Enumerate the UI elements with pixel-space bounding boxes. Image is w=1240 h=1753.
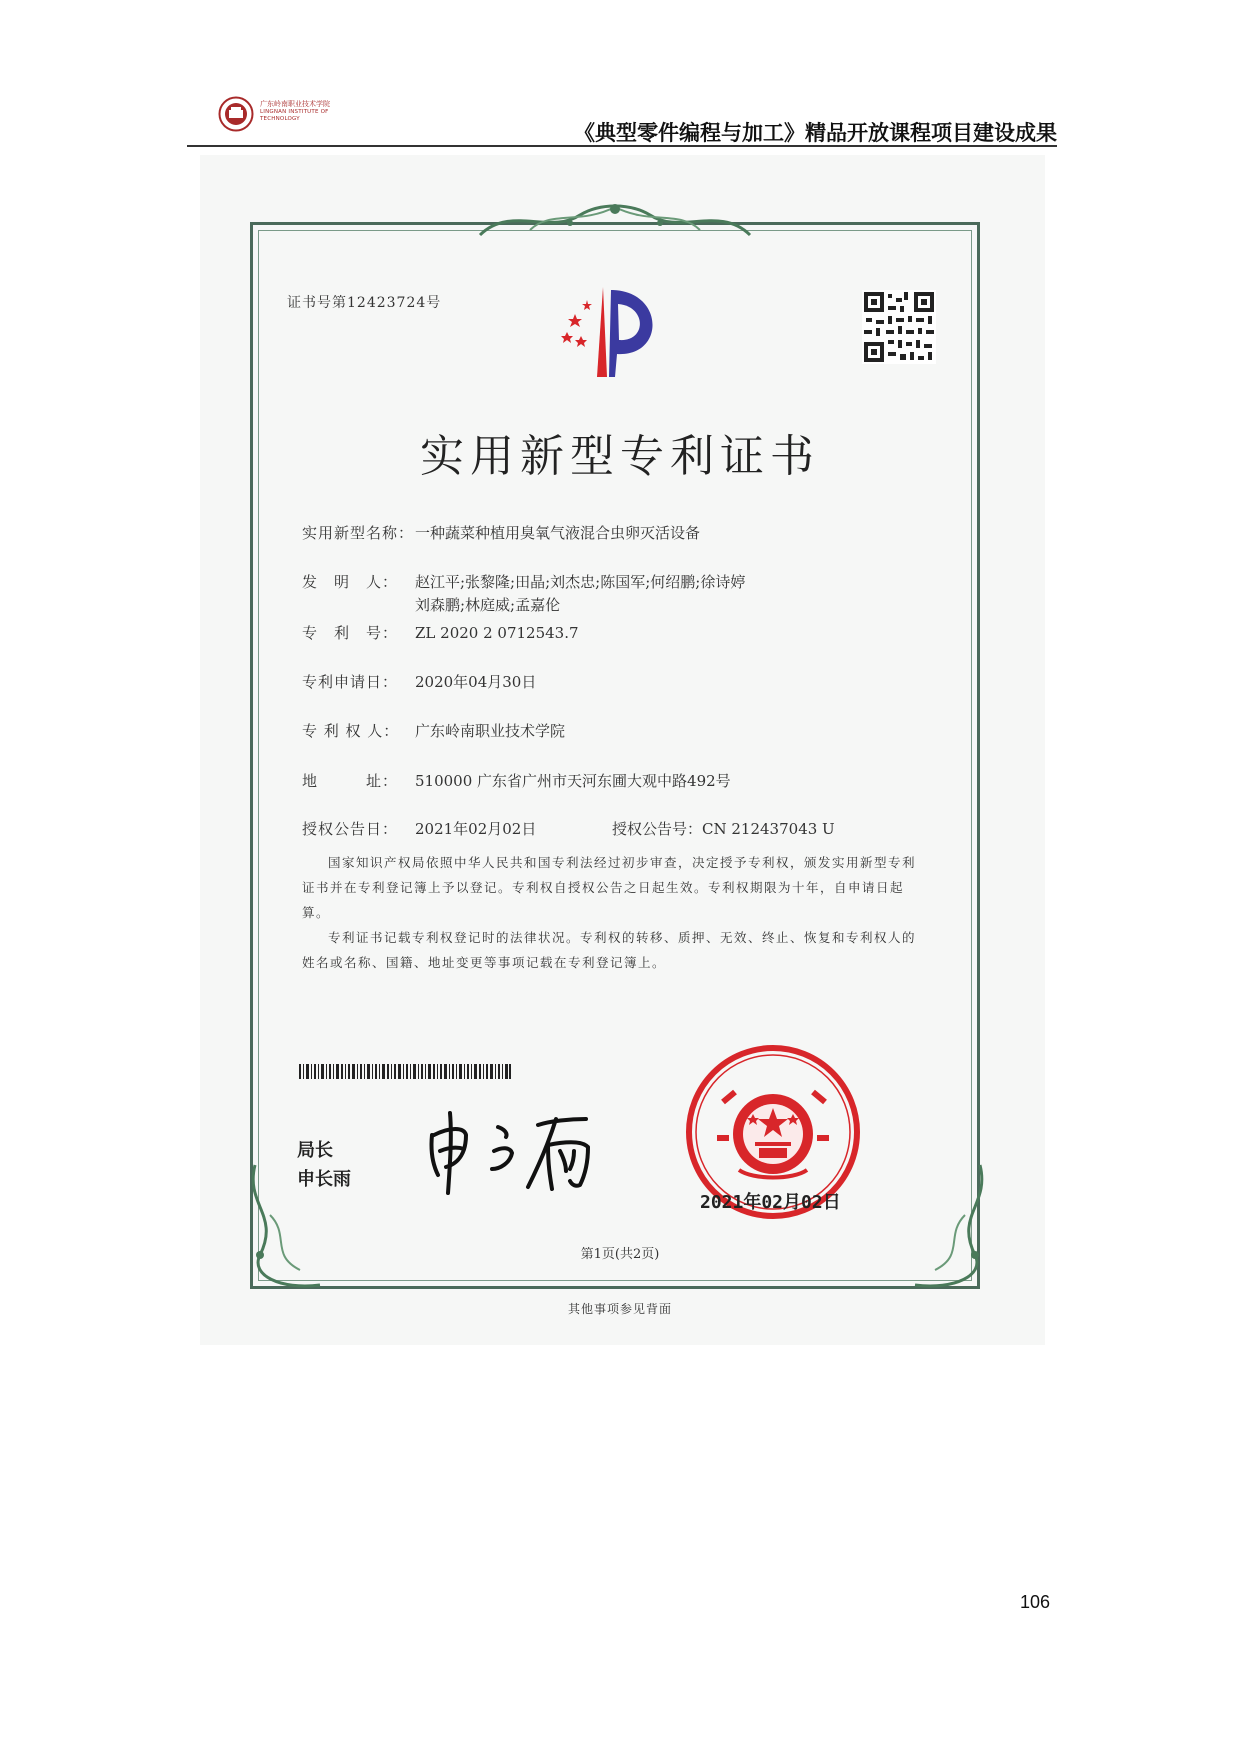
header-divider xyxy=(187,145,1057,147)
certificate-back-note: 其他事项参见背面 xyxy=(567,1302,672,1316)
inventor-label: 发 明 人： xyxy=(302,573,399,591)
certificate-title: 实用新型专利证书 xyxy=(420,431,820,482)
application-date-value: 2020年04月30日 xyxy=(415,673,537,691)
address-value: 510000 广东省广州市天河东圃大观中路492号 xyxy=(415,772,731,790)
utility-model-name-value: 一种蔬菜种植用臭氧气液混合虫卵灭活设备 xyxy=(415,524,701,542)
grant-publication-number-value: CN 212437043 U xyxy=(702,820,835,838)
utility-model-name-row xyxy=(302,522,700,543)
inventor-row xyxy=(302,571,745,592)
qr-code-icon xyxy=(862,290,936,364)
grant-publication-number-label: 授权公告号： xyxy=(612,820,703,838)
top-ornament-icon xyxy=(470,195,760,245)
handwritten-signature-icon xyxy=(420,1105,620,1195)
inventor-value: 赵江平;张黎隆;田晶;刘杰忠;陈国军;何绍鹏;徐诗婷 xyxy=(415,573,746,591)
barcode-icon xyxy=(299,1064,511,1079)
header-title: 《典型零件编程与加工》精品开放课程项目建设成果 xyxy=(574,121,1057,145)
logo-chinese-name: 广东岭南职业技术学院 xyxy=(260,100,330,108)
page-header xyxy=(0,0,1240,150)
page-number: 106 xyxy=(1019,1592,1050,1612)
patent-number-label: 专 利 号： xyxy=(302,624,399,642)
grant-date-label: 授权公告日： xyxy=(302,820,399,838)
seal-date: 2021年02月02日 xyxy=(700,1192,841,1213)
certificate-number: 证书号第12423724号 xyxy=(287,295,442,311)
patent-office-emblem-icon xyxy=(555,282,675,382)
application-date-row xyxy=(302,671,536,692)
patentee-label: 专 利 权 人： xyxy=(302,722,400,740)
application-date-label: 专利申请日： xyxy=(302,673,399,691)
utility-model-name-label: 实用新型名称： xyxy=(302,524,415,542)
certificate-paragraph-1: 国家知识产权局依照中华人民共和国专利法经过初步审查，决定授予专利权，颁发实用新型专利证书并在专利登记簿上予以登记。专利权自授权公告之日起生效。专利权期限为十年，自申请日起算。 xyxy=(302,855,917,920)
director-name: 申长雨 xyxy=(297,1169,351,1190)
address-label: 地 址： xyxy=(302,772,399,790)
certificate-paragraph-2: 专利证书记载专利权登记时的法律状况。专利权的转移、质押、无效、终止、恢复和专利权人的姓名或名称、国籍、地址变更等事项记载在专利登记簿上。 xyxy=(302,930,917,970)
patent-number-value: ZL 2020 2 0712543.7 xyxy=(415,624,579,642)
logo-english-name: LINGNAN INSTITUTE OF TECHNOLOGY xyxy=(260,109,329,122)
patent-number-row xyxy=(302,622,579,643)
grant-date-value: 2021年02月02日 xyxy=(415,820,537,838)
patentee-value: 广东岭南职业技术学院 xyxy=(415,722,566,740)
patentee-row xyxy=(302,720,565,741)
college-logo-text xyxy=(260,100,370,123)
inventor-value-continued: 刘森鹏;林庭威;孟嘉伦 xyxy=(415,596,561,614)
bottom-right-ornament-icon xyxy=(885,1155,995,1295)
college-logo-icon xyxy=(218,96,254,132)
certificate-page-indicator: 第1页(共2页) xyxy=(580,1247,660,1262)
grant-date-row xyxy=(302,818,536,839)
director-title: 局长 xyxy=(297,1140,333,1161)
grant-publication-number-row xyxy=(612,818,835,839)
address-row xyxy=(302,770,731,791)
